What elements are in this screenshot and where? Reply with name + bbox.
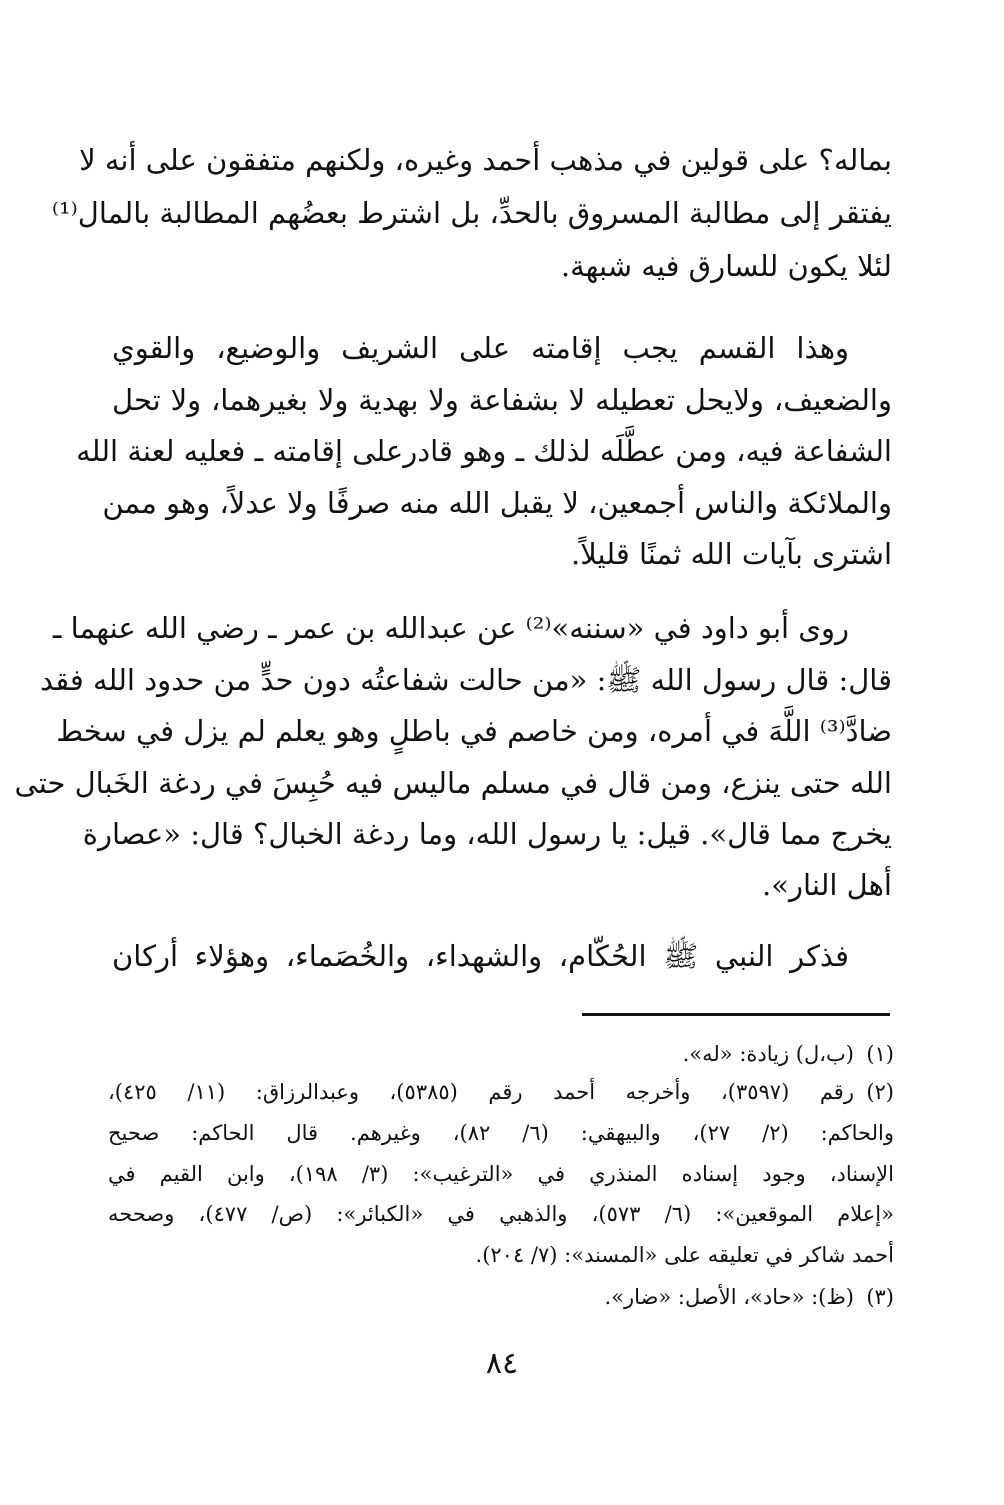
footnote-3-number: (٣) bbox=[866, 1285, 894, 1309]
paragraph-2-line-1: وهذا القسم يجب إقامته على الشريف والوضيع، والقوي bbox=[112, 331, 849, 365]
footnote-2-number: (٢) bbox=[866, 1080, 894, 1104]
paragraph-3-line-1: روى أبو داود في «سننه»⁽²⁾ عن عبدالله بن عمر ـ رضي الله عنهما ـ bbox=[52, 611, 849, 645]
paragraph-1-line-3: لئلا يكون للسارق فيه شبهة. bbox=[560, 249, 892, 283]
footnote-3-line-1: (ظ): «حاد»، الأصل: «ضار». bbox=[604, 1285, 854, 1309]
footnote-2-line-5: أحمد شاكر في تعليقه على «المسند»: (٧/ ٢٠٤). bbox=[475, 1243, 894, 1267]
footnote-1-number: (١) bbox=[866, 1042, 894, 1066]
paragraph-2-line-4: والملائكة والناس أجمعين، لا يقبل الله منه صرفًا ولا عدلاً، وهو ممن bbox=[102, 486, 892, 520]
footnote-2-line-4: «إعلام الموقعين»: (٦/ ٥٧٣)، والذهبي في «الكبائر»: (ص/ ٤٧٧)، وصححه bbox=[108, 1202, 894, 1226]
paragraph-3-line-3: ضادَّ⁽³⁾ اللَّهَ في أمره، ومن خاصم في باطلٍ وهو يعلم لم يزل في سخط bbox=[56, 714, 892, 748]
paragraph-3-line-4: الله حتى ينزع، ومن قال في مسلم ماليس فيه حُبِسَ في ردغة الخَبال حتى bbox=[14, 766, 892, 800]
footnote-2-line-3: الإسناد، وجود إسناده المنذري في «الترغيب»: (٣/ ١٩٨)، وابن القيم في bbox=[108, 1162, 894, 1186]
paragraph-2-line-2: والضعيف، ولايحل تعطيله لا بشفاعة ولا بهدية ولا بغيرهما، ولا تحل bbox=[112, 383, 892, 417]
footnote-2-line-1: رقم (٣٥٩٧)، وأخرجه أحمد رقم (٥٣٨٥)، وعبدالرزاق: (١١/ ٤٢٥)، bbox=[108, 1080, 854, 1104]
paragraph-1-line-1: بماله؟ على قولين في مذهب أحمد وغيره، ولكنهم متفقون على أنه لا bbox=[79, 143, 892, 177]
paragraph-2-line-3: الشفاعة فيه، ومن عطَّلَه لذلك ـ وهو قادرعلى إقامته ـ فعليه لعنة الله bbox=[76, 434, 892, 468]
paragraph-3-line-6: أهل النار». bbox=[762, 868, 892, 902]
paragraph-1-line-2: يفتقر إلى مطالبة المسروق بالحدِّ، بل اشترط بعضُهم المطالبة بالمال⁽¹⁾ bbox=[51, 196, 892, 230]
paragraph-3-line-2: قال: قال رسول الله ﷺ: «من حالت شفاعتُه دون حدٍّ من حدود الله فقد bbox=[39, 663, 892, 697]
page-number: ٨٤ bbox=[485, 1346, 519, 1381]
paragraph-2-line-5: اشترى بآيات الله ثمنًا قليلاً. bbox=[571, 537, 892, 571]
paragraph-3-line-5: يخرج مما قال». قيل: يا رسول الله، وما ردغة الخبال؟ قال: «عصارة bbox=[82, 817, 892, 851]
footnote-2-line-2: والحاكم: (٢/ ٢٧)، والبيهقي: (٦/ ٨٢)، وغيرهم. قال الحاكم: صحيح bbox=[108, 1121, 894, 1145]
paragraph-4-line-1: فذكر النبي ﷺ الحُكّام، والشهداء، والخُصَماء، وهؤلاء أركان bbox=[112, 939, 849, 973]
footnote-separator bbox=[582, 1013, 890, 1016]
footnote-1-line-1: (ب،ل) زيادة: «له». bbox=[682, 1042, 854, 1066]
